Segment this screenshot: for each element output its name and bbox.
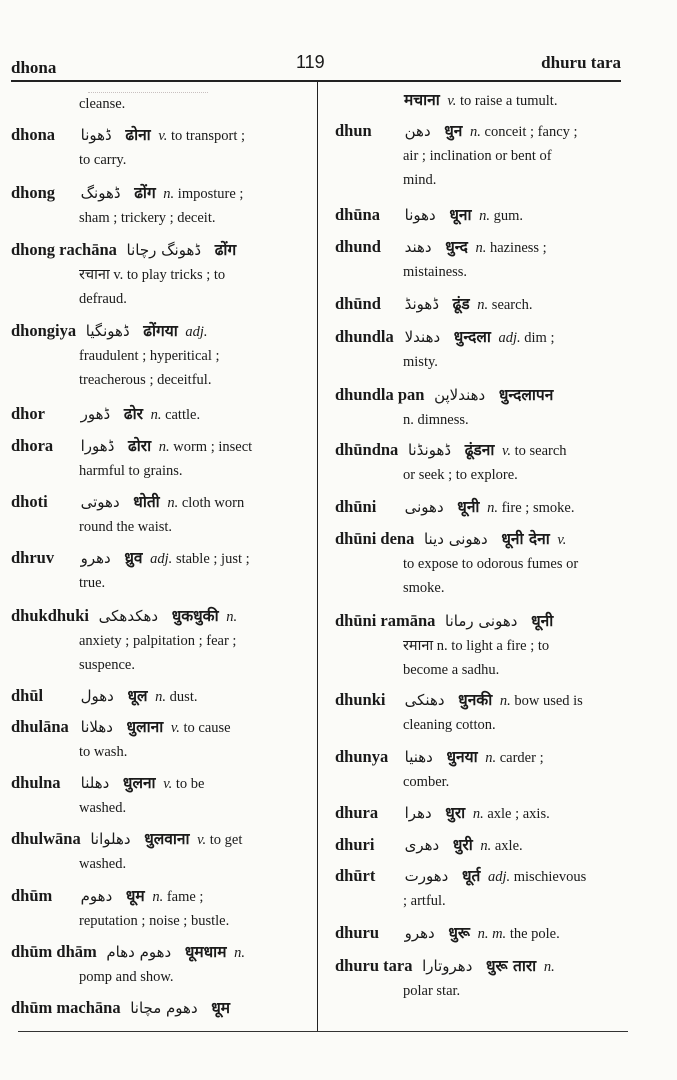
dictionary-entry [11, 319, 220, 392]
definition-continuation: fraudulent ; hyperitical ; [79, 348, 220, 364]
part-of-speech: n. [150, 407, 162, 423]
dictionary-entry [335, 954, 555, 1003]
dictionary-entry [335, 688, 583, 737]
definition-continuation: polar star. [403, 983, 461, 999]
part-of-speech: v. [197, 832, 207, 848]
devanagari-script: धूनी [457, 498, 480, 516]
headword: dhuru tara [335, 956, 413, 975]
urdu-script: دھلانا [80, 718, 113, 736]
urdu-script: ڈھونگ [80, 184, 121, 202]
dictionary-entry [335, 921, 560, 946]
dictionary-entry [11, 884, 229, 933]
devanagari-script: धोती [133, 493, 160, 511]
definition-continuation: or seek ; to explore. [403, 467, 518, 483]
urdu-script: دھوم دھام [106, 943, 172, 961]
devanagari-script: ढोना [125, 126, 151, 144]
part-of-speech: n. [485, 750, 497, 766]
headword: dhuri [335, 835, 375, 854]
part-of-speech: n. [487, 500, 498, 516]
definition: worm ; insect [173, 439, 253, 455]
urdu-script: دھکدھکی [98, 607, 159, 625]
part-of-speech: n. [472, 806, 484, 822]
devanagari-script: धुरा [445, 804, 466, 822]
definition-continuation: sham ; trickery ; deceit. [79, 210, 216, 226]
dictionary-entry [335, 495, 574, 520]
devanagari-script: धुन्दलापन [498, 386, 554, 404]
headword: dhongiya [11, 321, 77, 340]
definition-continuation: to expose to odorous fumes or [403, 556, 579, 572]
dictionary-entry [335, 438, 567, 487]
definition: gum. [493, 208, 524, 224]
page-number: 119 [296, 52, 325, 72]
headword: dhulna [11, 773, 61, 792]
urdu-script: دھن [404, 122, 431, 140]
dictionary-entry [335, 383, 557, 432]
devanagari-script: ढोंगया [143, 322, 178, 340]
dictionary-entry [11, 771, 204, 820]
dictionary-entry [11, 940, 245, 989]
definition-continuation: defraud. [79, 291, 127, 307]
headword: dhūna [335, 205, 380, 224]
dictionary-entry [335, 864, 586, 913]
devanagari-script: धुरू तारा [486, 957, 537, 975]
urdu-script: دھندلاپن [434, 386, 486, 404]
devanagari-script: धूनी [531, 612, 554, 630]
definition-continuation: comber. [403, 774, 450, 790]
devanagari-script: ढूंड [452, 295, 470, 313]
part-of-speech: n. m. [477, 926, 507, 942]
part-of-speech: n. [163, 186, 175, 202]
definition: to cause [183, 720, 231, 736]
urdu-script: دھونی رمانا [445, 612, 518, 630]
urdu-script: دھنیا [404, 748, 433, 766]
headword: dhora [11, 436, 54, 455]
definition: axle ; axis. [487, 806, 550, 822]
urdu-script: دھول [80, 687, 114, 705]
dictionary-entry [11, 123, 245, 172]
headword: dhūm machāna [11, 998, 121, 1017]
headword: dhūndna [335, 440, 399, 459]
definition: search. [491, 297, 533, 313]
definition: cloth worn [181, 495, 245, 511]
devanagari-script: धुन [444, 122, 463, 140]
urdu-script: ڈھور [80, 405, 111, 423]
urdu-script: دھونی دینا [423, 530, 488, 548]
urdu-script: دھروتارا [422, 957, 473, 975]
dictionary-entry [335, 325, 555, 374]
devanagari-script: धुकधुकी [171, 607, 219, 625]
part-of-speech: v. [163, 776, 173, 792]
devanagari-script: ढोरा [128, 437, 152, 455]
part-of-speech: n. [155, 689, 167, 705]
definition-continuation: ; artful. [403, 893, 446, 909]
part-of-speech: n. [480, 838, 492, 854]
urdu-script: دھنکی [404, 691, 445, 709]
dictionary-entry [11, 604, 237, 677]
urdu-script: دھلوانا [90, 830, 131, 848]
urdu-script: ڈھونڈ [404, 295, 440, 313]
dictionary-entry [11, 238, 240, 311]
urdu-script: دھوتی [80, 493, 120, 511]
definition: dust. [169, 689, 198, 705]
urdu-script: ڈھونا [80, 126, 112, 144]
devanagari-script: धुरी [452, 836, 473, 854]
urdu-script: دھرو [80, 549, 111, 567]
definition-continuation: become a sadhu. [403, 662, 500, 678]
devanagari-script: धुनकी [458, 691, 493, 709]
definition-continuation: pomp and show. [79, 969, 174, 985]
headword: dhulwāna [11, 829, 81, 848]
part-of-speech: v. [557, 532, 567, 548]
part-of-speech: adj. [150, 551, 173, 567]
definition-continuation: रचाना v. to play tricks ; to [79, 267, 226, 283]
devanagari-script: ढोर [123, 405, 143, 423]
part-of-speech: v. [170, 720, 180, 736]
definition: dim ; [524, 330, 555, 346]
headword: dhruv [11, 548, 55, 567]
urdu-script: دھلنا [80, 774, 110, 792]
definition: axle. [494, 838, 523, 854]
definition: to search [514, 443, 567, 459]
header-rule [11, 80, 621, 82]
part-of-speech: v. [501, 443, 511, 459]
dictionary-entry [11, 402, 200, 427]
definition: stable ; just ; [175, 551, 250, 567]
headword: dhūni [335, 497, 377, 516]
definition: mischievous [513, 869, 587, 885]
definition: fame ; [166, 889, 204, 905]
dictionary-entry [11, 684, 197, 709]
headword: dhūrt [335, 866, 376, 885]
devanagari-script: ढूंडना [464, 441, 495, 459]
devanagari-script: धुन्दला [453, 328, 491, 346]
definition: to get [209, 832, 243, 848]
part-of-speech: n. [470, 124, 481, 140]
part-of-speech: n. [226, 609, 238, 625]
devanagari-script: धुरू [448, 924, 470, 942]
headword: dhun [335, 121, 372, 140]
part-of-speech: adj. [487, 869, 511, 885]
definition-continuation: to wash. [79, 744, 128, 760]
urdu-script: ڈھونگ رچانا [126, 241, 202, 259]
headword: dhund [335, 237, 381, 256]
dictionary-entry [335, 292, 532, 317]
part-of-speech: n. [152, 889, 164, 905]
urdu-script: دھری [404, 836, 440, 854]
dictionary-entry [11, 715, 231, 764]
urdu-script: دھرو [404, 924, 435, 942]
dictionary-entry [335, 833, 523, 858]
definition-continuation: mistainess. [403, 264, 468, 280]
footer-rule [18, 1031, 628, 1032]
definition: carder ; [499, 750, 544, 766]
devanagari-script: धूम [125, 887, 145, 905]
devanagari-script: धूनी देना [501, 530, 550, 548]
definition-continuation: n. dimness. [403, 412, 469, 428]
dictionary-entry [11, 996, 234, 1021]
headword: dhura [335, 803, 379, 822]
urdu-script: دھونی [404, 498, 444, 516]
urdu-script: ڈھورا [80, 437, 115, 455]
part-of-speech: n. [158, 439, 170, 455]
urdu-script: ڈھونڈنا [407, 441, 452, 459]
headword: dhunki [335, 690, 386, 709]
urdu-script: دھوم [80, 887, 113, 905]
headword: dhor [11, 404, 45, 423]
headword: dhūni dena [335, 529, 415, 548]
definition: bow used is [514, 693, 583, 709]
part-of-speech: v. [158, 128, 168, 144]
part-of-speech: n. [479, 208, 490, 224]
continuation-line: मचाना v. to raise a tumult. [404, 91, 558, 109]
urdu-script: ڈھونگیا [85, 322, 130, 340]
urdu-script: دھندلا [404, 328, 441, 346]
definition-continuation: cleaning cotton. [403, 717, 496, 733]
devanagari-script: धुन्द [445, 238, 468, 256]
devanagari-script: ढोंग [214, 241, 237, 259]
header-guide-word-right: dhuru tara [541, 53, 621, 72]
definition-continuation: रमाना n. to light a fire ; to [403, 638, 550, 654]
dictionary-entry [11, 490, 244, 539]
definition: conceit ; fancy ; [484, 124, 578, 140]
devanagari-script: धुलवाना [144, 830, 190, 848]
part-of-speech: n. [543, 959, 555, 975]
headword: dhong rachāna [11, 240, 117, 259]
definition-continuation: treacherous ; deceitful. [79, 372, 212, 388]
definition-continuation: anxiety ; palpitation ; fear ; [79, 633, 237, 649]
devanagari-script: धुलाना [126, 718, 164, 736]
dictionary-entry [11, 434, 252, 483]
definition: the pole. [509, 926, 560, 942]
part-of-speech: n. [475, 240, 487, 256]
page-header [0, 48, 677, 78]
urdu-script: دھورت [404, 867, 449, 885]
definition-continuation: mind. [403, 172, 437, 188]
definition: imposture ; [177, 186, 244, 202]
dictionary-entry [335, 527, 578, 600]
urdu-script: دھوم مچانا [130, 999, 198, 1017]
part-of-speech: adj. [185, 324, 208, 340]
dictionary-entry [11, 181, 243, 230]
dictionary-entry [335, 745, 544, 794]
definition-continuation: smoke. [403, 580, 445, 596]
headword: dhūni ramāna [335, 611, 436, 630]
dictionary-entry [335, 609, 557, 682]
dictionary-entry [11, 827, 242, 876]
headword: dhulāna [11, 717, 69, 736]
devanagari-script: ढोंग [134, 184, 156, 202]
definition: to transport ; [170, 128, 246, 144]
headword: dhundla pan [335, 385, 425, 404]
definition-continuation: true. [79, 575, 106, 591]
dictionary-entry [335, 235, 547, 284]
headword: dhūnd [335, 294, 381, 313]
part-of-speech: adj. [498, 330, 521, 346]
headword: dhukdhuki [11, 606, 89, 625]
part-of-speech: n. [167, 495, 179, 511]
part-of-speech: n. [477, 297, 489, 313]
continuation-line: cleanse. [79, 96, 126, 112]
definition: cattle. [165, 407, 201, 423]
part-of-speech: n. [234, 945, 245, 961]
devanagari-script: धूल [127, 687, 148, 705]
headword: dhoti [11, 492, 48, 511]
dictionary-entry [335, 203, 523, 228]
devanagari-script: धूना [449, 206, 472, 224]
headword: dhuru [335, 923, 380, 942]
devanagari-script: धूम [211, 999, 231, 1017]
devanagari-script: धुलना [122, 774, 156, 792]
headword: dhundla [335, 327, 394, 346]
definition: fire ; smoke. [501, 500, 575, 516]
definition: haziness ; [489, 240, 547, 256]
dictionary-entry [335, 801, 550, 826]
headword: dhūl [11, 686, 44, 705]
definition-continuation: washed. [79, 800, 127, 816]
headword: dhunya [335, 747, 389, 766]
definition-continuation: harmful to grains. [79, 463, 183, 479]
definition-continuation: reputation ; noise ; bustle. [79, 913, 230, 929]
headword: dhona [11, 125, 56, 144]
headword: dhūm [11, 886, 53, 905]
definition-continuation: to carry. [79, 152, 127, 168]
definition-continuation: suspence. [79, 657, 135, 673]
headword: dhūm dhām [11, 942, 97, 961]
dictionary-entry [11, 546, 250, 595]
definition-continuation: washed. [79, 856, 127, 872]
urdu-script: دھونا [404, 206, 436, 224]
definition: to be [175, 776, 205, 792]
devanagari-script: धूर्त [461, 867, 481, 885]
devanagari-script: धूमधाम [184, 943, 227, 961]
definition-continuation: round the waist. [79, 519, 173, 535]
header-guide-word-left: dhona [11, 58, 57, 77]
headword: dhong [11, 183, 56, 202]
dictionary-entry [335, 119, 578, 192]
definition-continuation: misty. [403, 354, 438, 370]
devanagari-script: धुनया [446, 748, 478, 766]
devanagari-script: ध्रुव [124, 549, 143, 567]
part-of-speech: n. [499, 693, 511, 709]
urdu-script: دھند [404, 238, 432, 256]
urdu-script: دھرا [404, 804, 432, 822]
column-divider [317, 82, 318, 1032]
definition-continuation: air ; inclination or bent of [403, 148, 552, 164]
